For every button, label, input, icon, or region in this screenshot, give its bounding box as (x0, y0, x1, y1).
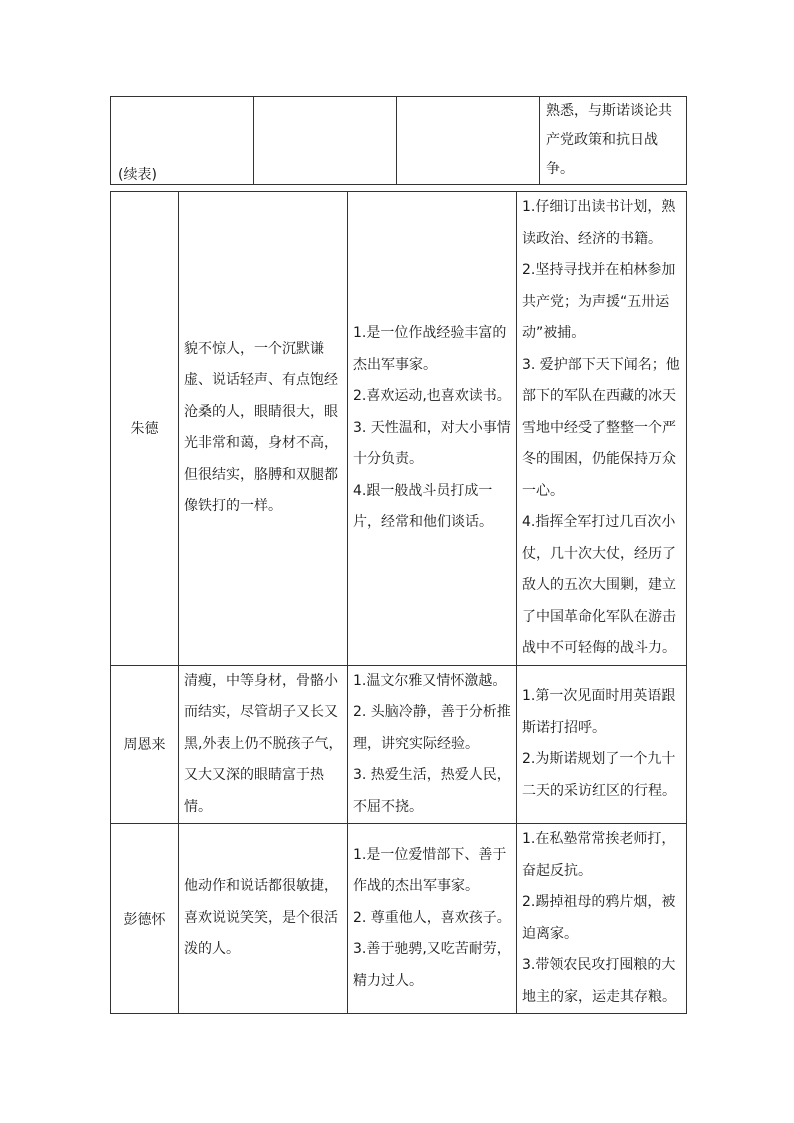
list-item: 1.是一位爱惜部下、善于作战的杰出军事家。 (353, 846, 507, 895)
list-item: 1.是一位作战经验丰富的杰出军事家。 (353, 325, 507, 373)
table-cell (254, 97, 397, 185)
name-cell (111, 192, 179, 666)
continued-label: (续表) (118, 167, 157, 183)
table-row (111, 97, 687, 185)
table-cell (540, 97, 687, 185)
appearance-text: 他动作和说话都很敏捷，喜欢说说笑笑，是个很活泼的人。 (184, 878, 338, 958)
table-row (111, 192, 687, 666)
deeds-cell (517, 824, 687, 1014)
list-item: 2. 头脑冷静，善于分析推理，讲究实际经验。 (353, 704, 511, 752)
table-row (111, 665, 687, 824)
list-item: 4.指挥全军打过几百次小仗，几十次大仗，经历了敌人的五次大围剿，建立了中国革命化军队在游击战中不可轻侮的战斗力。 (522, 514, 676, 656)
list-item: 1.第一次见面时用英语跟斯诺打招呼。 (522, 688, 676, 736)
person-name: 周恩来 (123, 737, 166, 754)
list-item: 1.在私塾常常挨老师打，奋起反抗。 (522, 831, 676, 879)
appearance-cell (179, 192, 348, 666)
deeds-cell (517, 192, 687, 666)
deeds-cell (517, 665, 687, 824)
list-item: 2.为斯诺规划了一个九十二天的采访红区的行程。 (522, 751, 676, 799)
table-cell (397, 97, 540, 185)
list-item: 3. 爱护部下天下闻名；他部下的军队在西藏的冰天雪地中经受了整整一个严冬的围困，仍能保持万众一心。 (522, 356, 680, 499)
appearance-cell (179, 824, 348, 1014)
list-item: 2.喜欢运动,也喜欢读书。 (353, 388, 511, 404)
traits-cell (348, 192, 517, 666)
character-table (110, 191, 687, 1014)
name-cell (111, 665, 179, 824)
list-item: 3. 热爱生活，热爱人民，不屈不挠。 (353, 767, 511, 815)
list-item: 3.带领农民攻打囤粮的大地主的家，运走其存粮。 (522, 957, 676, 1005)
person-name: 朱德 (130, 421, 159, 438)
list-item: 4.跟一般战斗员打成一片，经常和他们谈话。 (353, 482, 493, 530)
person-name: 彭德怀 (123, 911, 166, 928)
previous-table-fragment (110, 96, 687, 185)
cell-text: 熟悉，与斯诺谈论共产党政策和抗日战争。 (546, 103, 672, 177)
list-item: 3. 天性温和，对大小事情十分负责。 (353, 419, 511, 467)
table-row (111, 824, 687, 1014)
appearance-text: 貌不惊人，一个沉默谦虚、说话轻声、有点饱经沧桑的人，眼睛很大，眼光非常和蔼，身材不高，但很结实，胳膊和双腿都像铁打的一样。 (184, 340, 338, 515)
traits-cell (348, 824, 517, 1014)
traits-cell (348, 665, 517, 824)
appearance-cell (179, 665, 348, 824)
list-item: 1.仔细订出读书计划，熟读政治、经济的书籍。 (522, 199, 676, 247)
list-item: 2. 尊重他人，喜欢孩子。 (353, 909, 511, 926)
appearance-text: 清瘦，中等身材，骨骼小而结实，尽管胡子又长又黑,外表上仍不脱孩子气，又大又深的眼睛富于热情。 (184, 672, 343, 815)
list-item: 2.踢掉祖母的鸦片烟，被迫离家。 (522, 894, 676, 942)
name-cell (111, 824, 179, 1014)
list-item: 2.坚持寻找并在柏林参加共产党；为声援“五卅运动”被捕。 (522, 262, 676, 341)
list-item: 1.温文尔雅又情怀激越。 (353, 672, 507, 689)
list-item: 3.善于驰骋,又吃苦耐劳，精力过人。 (353, 941, 511, 989)
